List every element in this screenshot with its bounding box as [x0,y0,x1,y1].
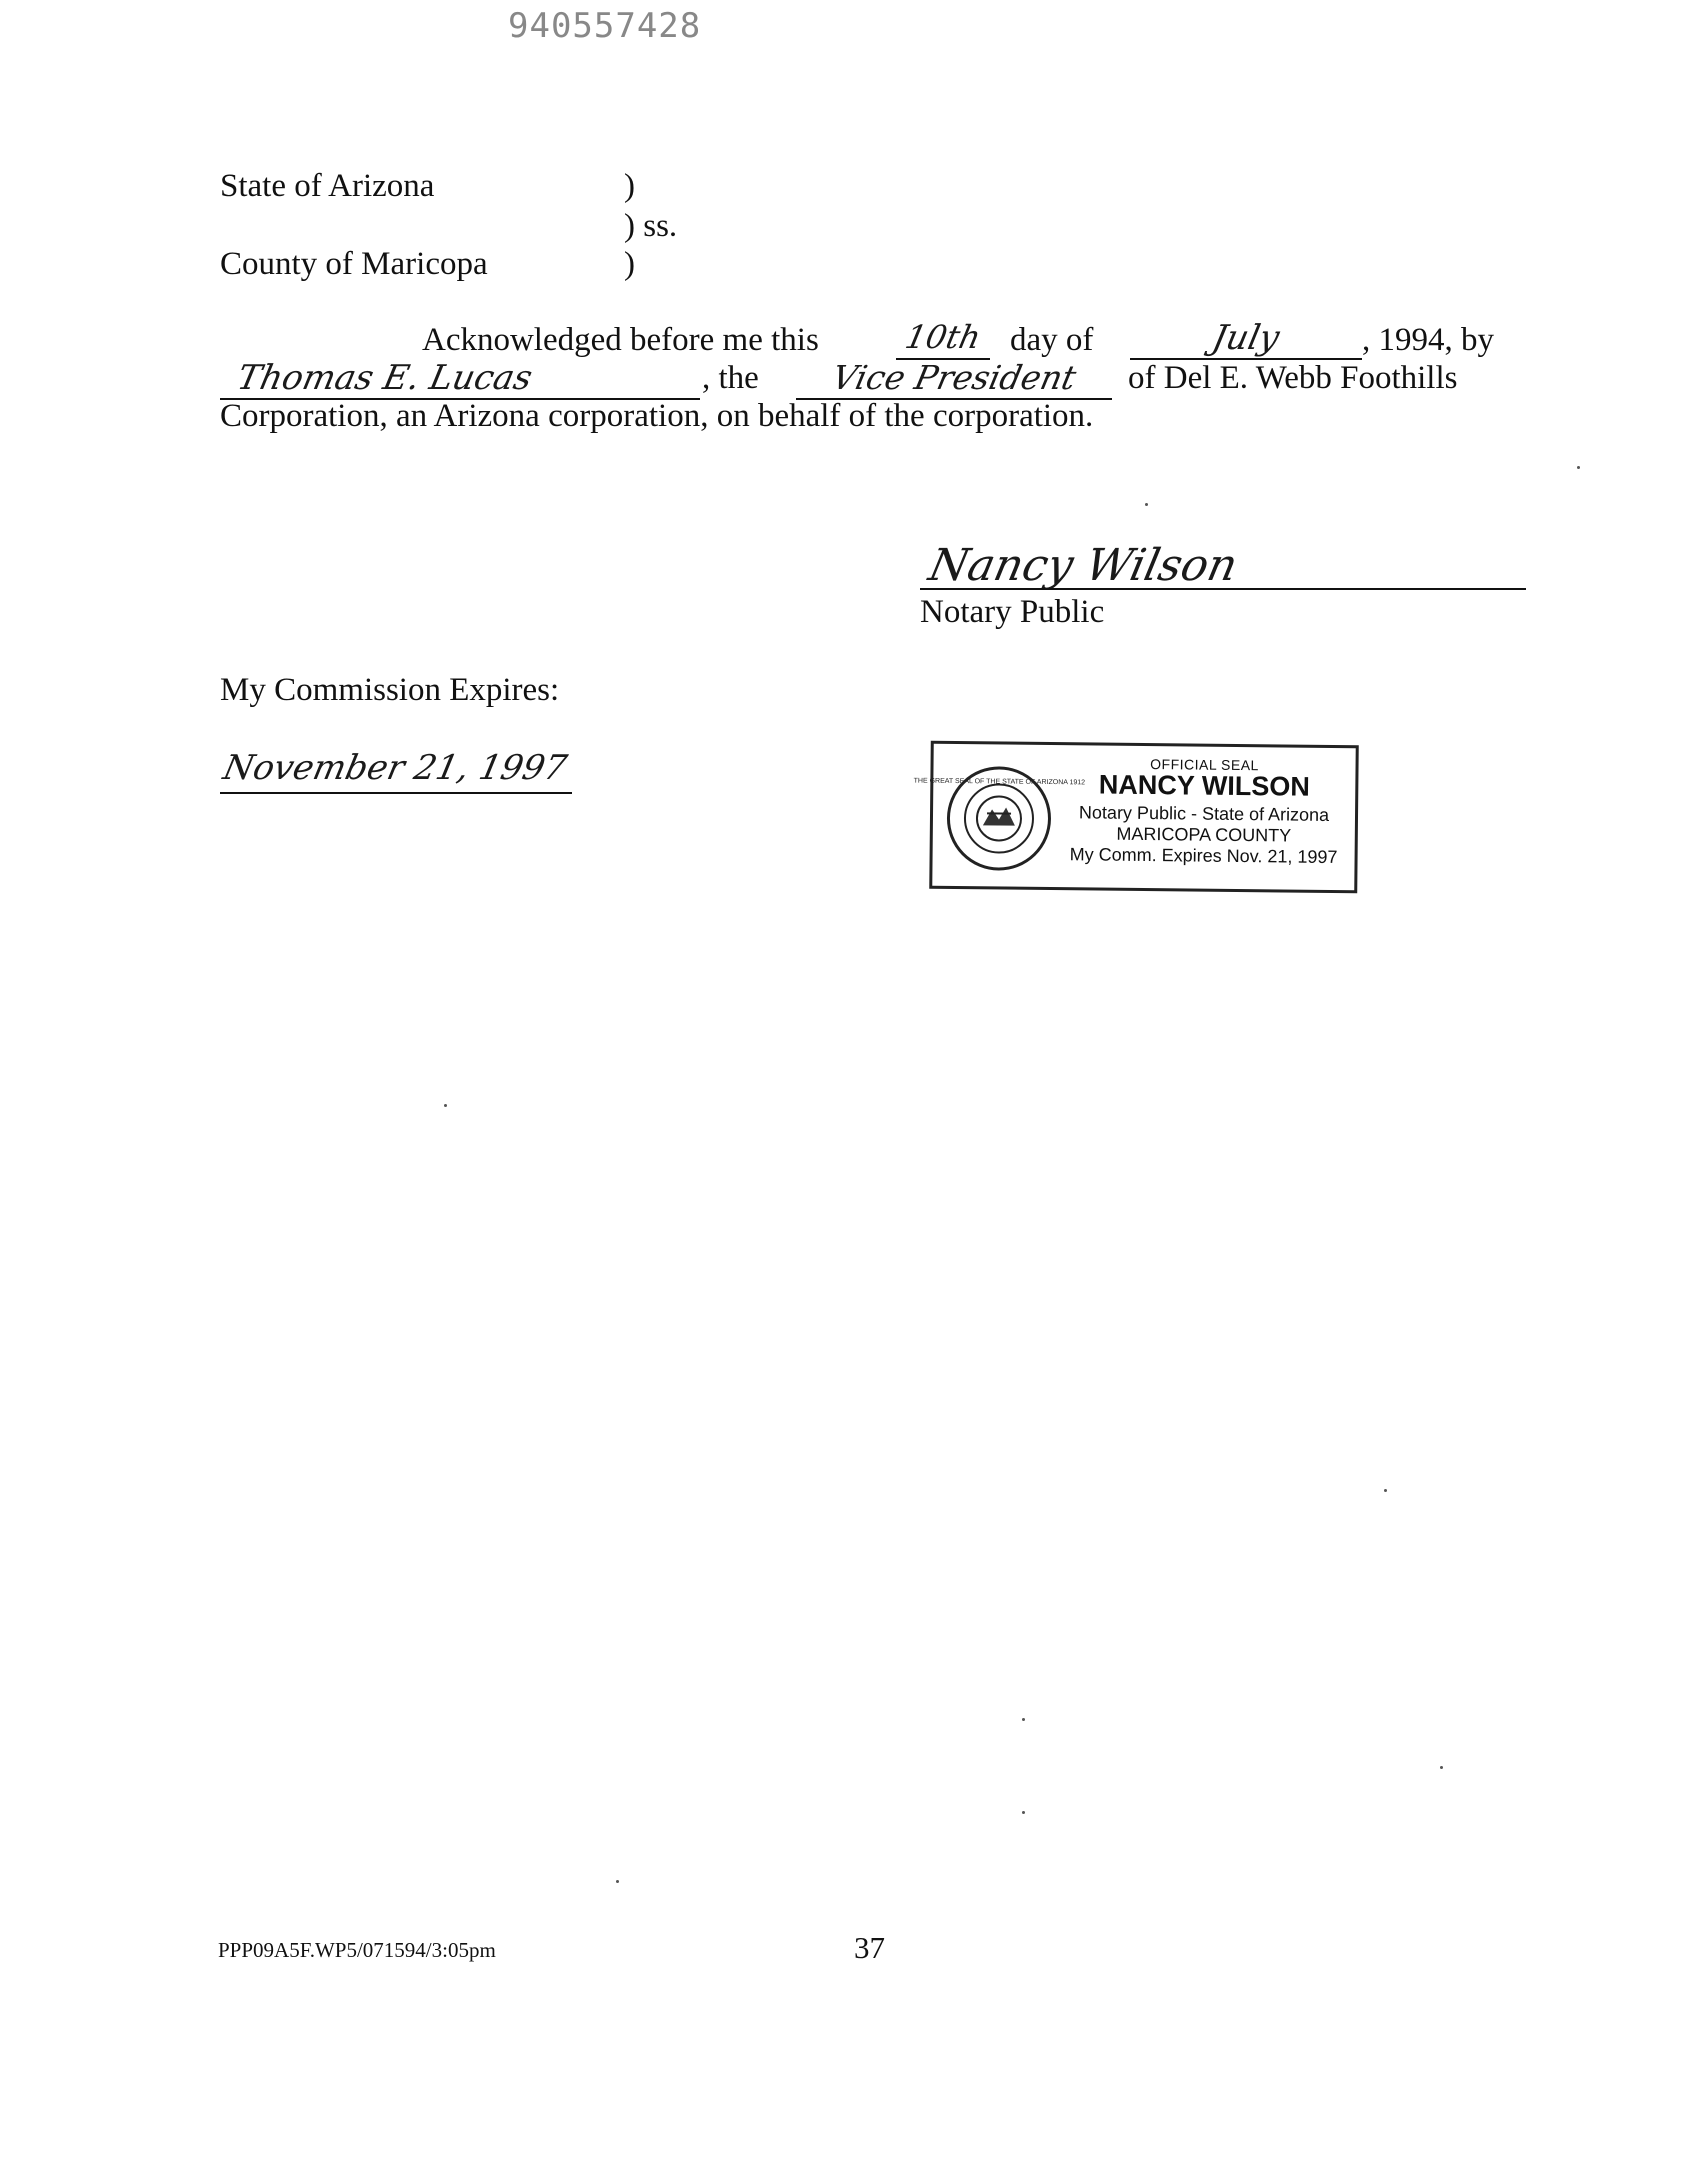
ack-title-field [796,358,1112,400]
ack-text-5: of Del E. Webb Foothills [1128,360,1458,396]
footer-file-reference: PPP09A5F.WP5/071594/3:05pm [218,1938,496,1962]
scan-speck [1145,503,1148,506]
commission-date-handwriting: November 21, 1997 [219,748,571,788]
seal-notary-name: NANCY WILSON [1098,769,1310,802]
commission-date-field [220,748,572,794]
scan-speck [1022,1718,1025,1721]
scan-speck [1577,466,1580,469]
seal-notary-title: Notary Public - State of Arizona [1078,802,1330,825]
venue-paren-top: ) [624,168,635,204]
ack-day-handwriting: 10th [901,318,985,356]
notary-signature: Nancy Wilson [924,540,1242,591]
scan-speck [444,1104,447,1107]
ack-name-handwriting: Thomas E. Lucas [233,358,536,398]
seal-emblem-text: THE GREAT SEAL OF THE STATE OF ARIZONA 1912 [913,777,1086,787]
notary-label: Notary Public [920,594,1105,630]
state-seal-graphic [913,769,1086,868]
venue-state: State of Arizona [220,168,435,204]
venue-ss: ) ss. [624,208,678,244]
seal-county: MARICOPA COUNTY [1116,823,1292,846]
ack-day-field [896,318,990,360]
notary-signature-line [920,588,1526,590]
ack-text-2: day of [1010,322,1094,358]
scan-speck [1022,1811,1025,1814]
commission-label: My Commission Expires: [220,672,560,708]
ack-month-field [1130,318,1362,360]
page-number: 37 [854,1930,885,1965]
scan-speck [1440,1766,1443,1769]
ack-name-field [220,358,700,400]
document-number: 940557428 [508,6,702,46]
seal-expiration: My Comm. Expires Nov. 21, 1997 [1069,844,1338,868]
scan-speck [616,1880,619,1883]
ack-text-3: , 1994, by [1362,322,1494,358]
seal-official-label: OFFICIAL SEAL [1150,756,1259,774]
venue-county: County of Maricopa [220,246,488,282]
ack-title-handwriting: Vice President [828,358,1080,397]
official-seal-stamp [913,741,1359,893]
venue-paren-bottom: ) [624,246,635,282]
seal-text-block [1060,755,1347,868]
ack-text-1: Acknowledged before me this [422,322,819,358]
ack-text-4: , the [702,360,759,396]
ack-text-6: Corporation, an Arizona corporation, on behalf of the corporation. [220,398,1094,434]
ack-month-handwriting: July [1208,318,1284,358]
scan-speck [1384,1489,1387,1492]
state-seal-emblem-icon [913,766,1086,871]
